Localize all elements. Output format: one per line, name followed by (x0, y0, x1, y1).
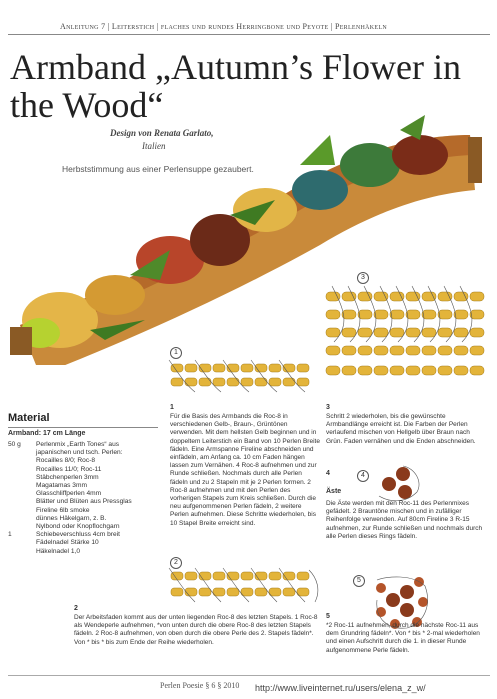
step-4-number: 4 (326, 470, 330, 477)
tagline: Herbststimmung aus einer Perlensuppe gezaubert. (62, 164, 254, 174)
material-item: Magatamas 3mm (36, 482, 87, 490)
step-5-text: *2 Roc-11 aufnehmen, durch die nächste Roc-11 aus dem Grundring fädeln*. Von * bis * 2-mal wiederholen und einen Aufschritt durch die 1. in dieser Runde aufgenommene Perle fädeln. (326, 622, 480, 654)
step-4-text: Die Äste werden mit den Roc-11 des Perlenmixes gefädelt. 2 Brauntöne mischen und in zufälliger Reihenfolge verwenden. Auf 80cm Fireline 3 R-15 aufnehmen, zur Runde schließen und nochmals durch alle Perlen dieses Rings fädeln. (326, 500, 483, 540)
material-item: 1 Schiebeverschluss 4cm breit (8, 531, 120, 539)
material-item: Fädelnadel Stärke 10 (36, 539, 99, 547)
material-subtitle: Armband: 17 cm Länge (8, 430, 86, 437)
material-rule (8, 427, 158, 428)
diagram-2 (165, 558, 325, 608)
footer-publication: Perlen Poesie § 6 § 2010 (160, 681, 240, 690)
diagram-3 (322, 272, 492, 384)
series-header: Anleitung 7 | Leiterstich | flaches und rundes Herringbone und Peyote | Perlenhäkeln (60, 22, 387, 31)
material-item: Fireline 6lb smoke (36, 506, 90, 514)
material-item: Blätter und Blüten aus Pressglas (36, 498, 132, 506)
header-rule (8, 34, 490, 35)
step-3-text: Schritt 2 wiederholen, bis die gewünschte Armbandlänge erreicht ist. Die Farben der Perlen verlaufend mischen von Hellgelb über Braun nach Grün. Faden vernähen und die Enden abschneiden. (326, 413, 476, 445)
footer-rule (8, 675, 490, 676)
material-item: dünnes Häkelgarn, z. B. (36, 514, 107, 522)
designer-credit: Design von Renata Garlato, (110, 128, 214, 138)
material-list (8, 441, 158, 556)
designer-country: Italien (142, 141, 166, 151)
material-item: Rocailles 11/0; Roc-11 (36, 465, 102, 473)
step-5-number: 5 (326, 613, 330, 620)
step-4-heading: Äste (326, 488, 342, 495)
material-item: Nylbond oder Knopflochgarn (36, 523, 120, 531)
material-item: Häkelnadel 1,0 (36, 547, 80, 555)
material-item: Stäbchenperlen 3mm (36, 473, 99, 481)
step-2-text: Der Arbeitsfaden kommt aus der unten liegenden Roc-8 des letzten Stapels. 1 Roc-8 als Wendeperle aufnehmen, *von unten durch die obere Roc-8 des letzten Stapels fädeln. 2 Roc-8 aufnehmen, von oben durch die obere Perle des 2. Stapels fädeln*. Von * bis * bis zum Ende der Reihe wiederholen. (74, 614, 318, 646)
material-item: Glasschliffperlen 4mm (36, 490, 102, 498)
watermark-url: http://www.liveinternet.ru/users/elena_z_w/ (255, 683, 426, 693)
material-item: japanischen und tsch. Perlen: (36, 449, 123, 457)
material-item: 50 g Perlenmix „Earth Tones“ aus (8, 441, 120, 448)
step-3-number: 3 (326, 404, 330, 411)
diagram-1 (165, 348, 325, 398)
diagram-5-number: 5 (353, 575, 365, 587)
material-heading: Material (8, 412, 50, 424)
step-2-number: 2 (74, 605, 78, 612)
page-title: Armband „Autumn’s Flower in the Wood“ (10, 47, 461, 125)
diagram-2-number: 2 (170, 557, 182, 569)
diagram-1-number: 1 (170, 347, 182, 359)
step-1-text: Für die Basis des Armbands die Roc-8 in verschiedenen Gelb-, Braun-, Grüntönen verwenden. Mit dem hellsten Gelb beginnen und in doppeltem Leiterstich ein Band von 10 Perlen Breite fädeln. Eine Armspanne Fireline abschneiden und einfädeln, am Anfang ca. 10 cm Faden hängen lassen zum Vernähen. 4 Roc-8 aufnehmen und zur Runde schließen. Nochmals durch alle Perlen fädeln und zu 2 Stapeln mit je 2 Perlen formen. 2 Roc-8 aufnehmen und mit den Perlen des vorherigen Stapels zum Kreis schließen. Durch die neu aufgenommenen Perlen fädeln, 2 weitere Perlen aufnehmen. Diese Schritte wiederholen, bis 10 Stapel Breite erreicht sind. (170, 413, 320, 527)
diagram-3-number: 3 (357, 272, 369, 284)
diagram-4-number: 4 (357, 470, 369, 482)
diagram-3-beads (326, 286, 484, 375)
step-1-number: 1 (170, 404, 174, 411)
material-item: Rocailles 8/0; Roc-8 (36, 457, 96, 465)
